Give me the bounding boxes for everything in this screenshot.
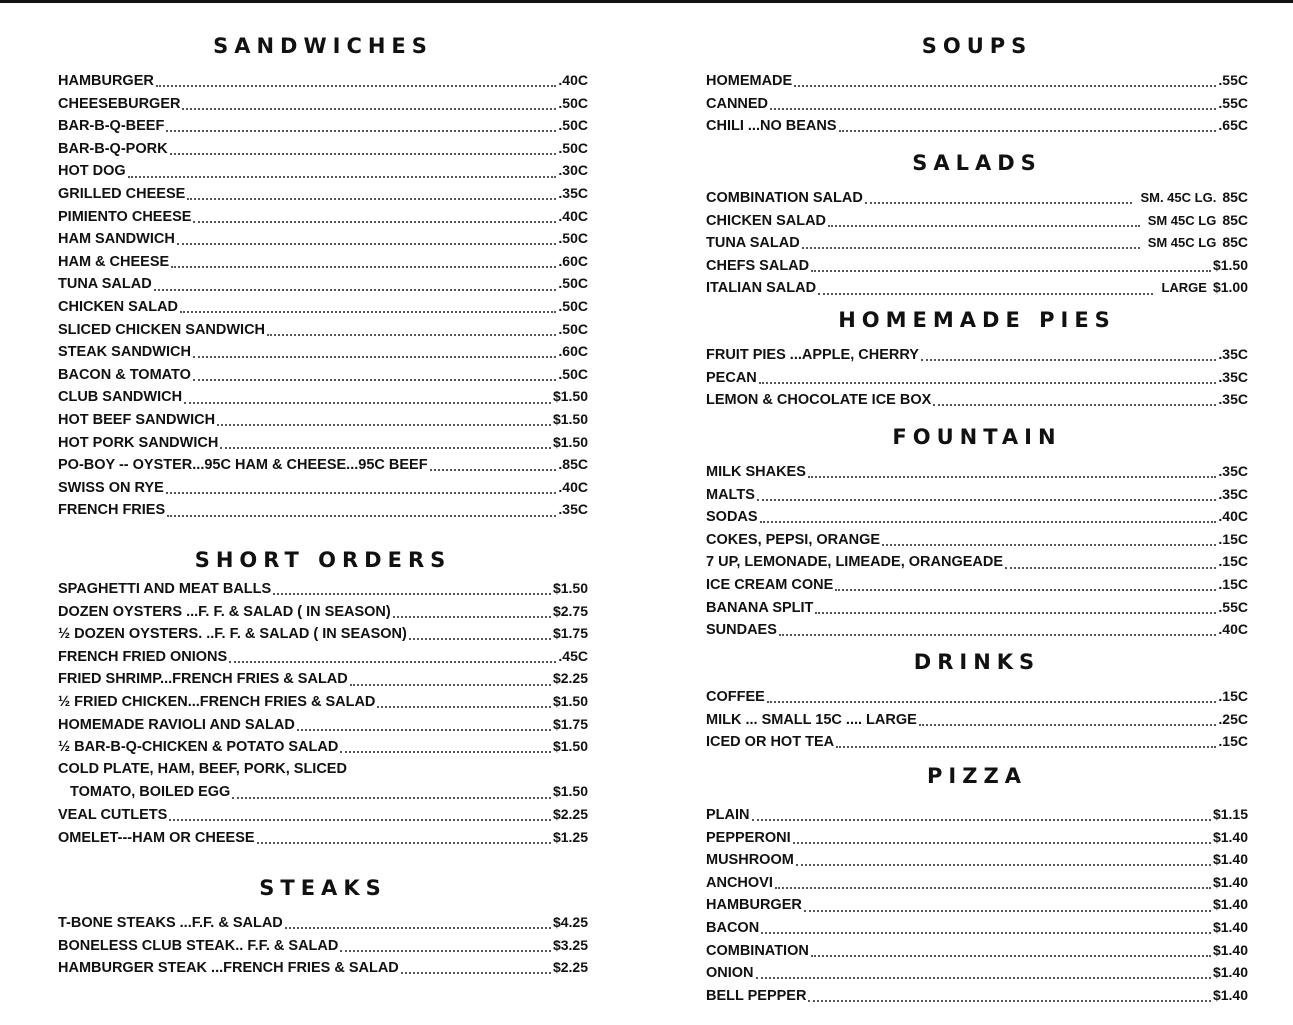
menu-item-price: .15C — [1218, 530, 1248, 547]
menu-item-price: .15C — [1218, 553, 1248, 570]
section-steaks — [58, 872, 588, 982]
menu-item — [706, 189, 1248, 212]
menu-item-name: T-BONE STEAKS ...F.F. & SALAD — [58, 915, 283, 931]
leader-dots — [933, 404, 1216, 406]
section-title-soups: SOUPS — [921, 34, 1033, 58]
leader-dots — [815, 612, 1216, 614]
right-column — [706, 30, 1248, 1010]
menu-item-name: HAM & CHEESE — [58, 253, 170, 270]
menu-item-name: ½ FRIED CHICKEN...FRENCH FRIES & SALAD — [58, 693, 376, 710]
menu-item-name: ICE CREAM CONE — [706, 576, 834, 593]
menu-item-price: .55C — [1218, 72, 1248, 88]
leader-dots — [285, 927, 551, 929]
menu-item — [58, 693, 588, 716]
menu-item-name: HAMBURGER STEAK ...FRENCH FRIES & SALAD — [58, 960, 399, 977]
leader-dots — [761, 932, 1211, 934]
leader-dots — [267, 334, 556, 336]
menu-item-name: HOMEMADE RAVIOLI AND SALAD — [58, 716, 295, 733]
menu-item — [58, 140, 588, 163]
leader-dots — [273, 593, 551, 595]
leader-dots — [1005, 567, 1216, 569]
menu-item-name: HOMEMADE — [706, 73, 793, 89]
menu-item — [58, 456, 588, 479]
menu-item — [58, 806, 588, 829]
leader-dots — [193, 221, 556, 223]
menu-item-price: $1.40 — [1212, 918, 1248, 935]
menu-item — [706, 531, 1248, 554]
menu-item — [706, 733, 1248, 756]
menu-item-name: BELL PEPPER — [706, 987, 807, 1004]
menu-item — [706, 599, 1248, 622]
leader-dots — [779, 634, 1217, 636]
menu-item — [706, 553, 1248, 576]
leader-dots — [882, 544, 1216, 546]
menu-item — [706, 851, 1248, 874]
menu-item-price: 85C — [1222, 211, 1248, 228]
menu-item-name: TOMATO, BOILED EGG — [70, 784, 231, 801]
leader-dots — [409, 638, 551, 640]
leader-dots — [177, 243, 557, 245]
section-title-short-orders: SHORT ORDERS — [194, 548, 452, 572]
menu-item-name: ANCHOVI — [706, 874, 773, 891]
menu-item-price: .35C — [1218, 485, 1248, 502]
leader-dots — [759, 382, 1217, 384]
menu-item-name: COMBINATION SALAD — [706, 190, 863, 206]
menu-item-name: BANANA SPLIT — [706, 599, 814, 616]
menu-item-price: $1.40 — [1212, 941, 1248, 958]
menu-item-name: HOT DOG — [58, 163, 126, 180]
menu-item-price: .30C — [558, 162, 588, 179]
menu-item-name: HAM SANDWICH — [58, 231, 175, 248]
menu-item-name: GRILLED CHEESE — [58, 185, 186, 202]
menu-item-price: .25C — [1218, 710, 1248, 727]
leader-dots — [340, 751, 551, 753]
leader-dots — [796, 864, 1211, 866]
menu-item — [58, 275, 588, 298]
leader-dots — [229, 661, 556, 663]
menu-item — [58, 914, 588, 937]
menu-item-price: .50C — [558, 297, 588, 314]
leader-dots — [257, 842, 551, 844]
menu-item-name: FRIED SHRIMP...FRENCH FRIES & SALAD — [58, 671, 348, 688]
menu-item — [706, 508, 1248, 531]
menu-item-price: $1.40 — [1212, 986, 1248, 1003]
menu-item — [58, 501, 588, 524]
menu-item — [58, 738, 588, 761]
leader-dots — [839, 130, 1217, 132]
menu-item — [706, 279, 1248, 302]
leader-dots — [802, 247, 1140, 249]
leader-dots — [180, 311, 556, 313]
leader-dots — [154, 289, 557, 291]
menu-item — [706, 72, 1248, 95]
section-sandwiches — [58, 30, 588, 524]
menu-item-price: $3.25 — [552, 936, 588, 953]
menu-item-name: COFFEE — [706, 689, 765, 705]
menu-item — [58, 230, 588, 253]
leader-dots — [166, 130, 556, 132]
menu-item-name: CANNED — [706, 95, 769, 112]
menu-item-price: 85C — [1222, 189, 1248, 205]
section-salads — [706, 147, 1248, 302]
leader-dots — [794, 85, 1216, 87]
menu-item-name: SODAS — [706, 509, 758, 526]
leader-dots — [770, 108, 1216, 110]
menu-item — [58, 670, 588, 693]
leader-dots — [340, 950, 551, 952]
menu-item-price: 85C — [1222, 234, 1248, 251]
menu-item — [706, 688, 1248, 711]
leader-dots — [401, 972, 551, 974]
section-pizza — [706, 760, 1248, 1009]
leader-dots — [775, 887, 1211, 889]
section-title-drinks: DRINKS — [913, 650, 1041, 674]
menu-item-name: ONION — [706, 965, 754, 982]
menu-item-name: FRUIT PIES ...APPLE, CHERRY — [706, 347, 919, 363]
leader-dots — [752, 819, 1211, 821]
section-title-steaks: STEAKS — [259, 876, 387, 900]
menu-item — [58, 321, 588, 344]
leader-dots — [297, 729, 551, 731]
menu-item-name: ½ BAR-B-Q-CHICKEN & POTATO SALAD — [58, 739, 339, 756]
menu-item-price: $1.40 — [1212, 828, 1248, 845]
menu-item-price: $1.75 — [552, 625, 588, 642]
menu-item-name: SWISS ON RYE — [58, 479, 164, 496]
menu-item-name: CHEFS SALAD — [706, 257, 810, 274]
section-fountain — [706, 421, 1248, 644]
menu-item-price: .15C — [1218, 688, 1248, 704]
menu-item-name: ITALIAN SALAD — [706, 280, 817, 297]
menu-item-name: MALTS — [706, 486, 755, 503]
menu-item-name: FRENCH FRIED ONIONS — [58, 648, 228, 665]
menu-item — [706, 919, 1248, 942]
menu-item — [706, 486, 1248, 509]
menu-item — [58, 603, 588, 626]
menu-item-price: .15C — [1218, 575, 1248, 592]
menu-item-name: FRENCH FRIES — [58, 502, 166, 519]
leader-dots — [756, 977, 1211, 979]
menu-item-name: PEPPERONI — [706, 829, 791, 846]
menu-item-size: SM 45C LG — [1147, 212, 1217, 228]
leader-dots — [220, 447, 551, 449]
leader-dots — [811, 955, 1211, 957]
menu-item-price: .40C — [1218, 508, 1248, 525]
menu-item-name: BAR-B-Q-BEEF — [58, 118, 165, 135]
menu-item-name: OMELET---HAM OR CHEESE — [58, 829, 255, 846]
menu-item — [706, 391, 1248, 414]
menu-item-price: $1.50 — [1212, 256, 1248, 273]
menu-item — [706, 257, 1248, 280]
menu-item — [58, 366, 588, 389]
menu-item-price: $2.25 — [552, 670, 588, 687]
menu-item-price: $1.50 — [552, 410, 588, 427]
menu-item-size: SM 45C LG — [1147, 235, 1217, 251]
menu-item — [706, 987, 1248, 1010]
menu-item — [706, 576, 1248, 599]
menu-item — [706, 874, 1248, 897]
leader-dots — [760, 521, 1217, 523]
menu-item-price: .50C — [558, 320, 588, 337]
leader-dots — [232, 797, 551, 799]
menu-item — [706, 806, 1248, 829]
section-soups — [706, 30, 1248, 140]
leader-dots — [919, 724, 1217, 726]
menu-item — [706, 621, 1248, 644]
leader-dots — [828, 225, 1140, 227]
section-title-sandwiches: SANDWICHES — [213, 34, 433, 58]
menu-item — [58, 479, 588, 502]
menu-item-name: TUNA SALAD — [706, 235, 800, 252]
menu-item — [706, 711, 1248, 734]
menu-item-size: LARGE — [1161, 280, 1207, 296]
menu-item-price: .40C — [558, 72, 588, 88]
section-title-fountain: FOUNTAIN — [892, 425, 1062, 449]
menu-item-price: .35C — [558, 184, 588, 201]
menu-item — [58, 298, 588, 321]
menu-item — [58, 185, 588, 208]
leader-dots — [187, 198, 556, 200]
menu-item-name: COMBINATION — [706, 942, 809, 959]
menu-item-name: CHICKEN SALAD — [706, 212, 827, 229]
menu-item-name: MILK ... SMALL 15C .... LARGE — [706, 711, 917, 728]
menu-item-price: .45C — [558, 647, 588, 664]
menu-item-price: .15C — [1218, 733, 1248, 750]
menu-item-name: CHICKEN SALAD — [58, 298, 179, 315]
menu-item-price: .60C — [558, 252, 588, 269]
menu-item-price: .85C — [558, 456, 588, 473]
leader-dots — [350, 684, 551, 686]
menu-item — [58, 625, 588, 648]
menu-item-name: LEMON & CHOCOLATE ICE BOX — [706, 392, 932, 409]
menu-item — [58, 162, 588, 185]
leader-dots — [128, 176, 557, 178]
menu-item — [706, 117, 1248, 140]
leader-dots — [393, 616, 551, 618]
section-title-pizza: PIZZA — [927, 764, 1027, 788]
leader-dots — [171, 266, 556, 268]
menu-item-name: PECAN — [706, 369, 757, 386]
leader-dots — [182, 108, 556, 110]
menu-item — [706, 463, 1248, 486]
section-title-salads: SALADS — [912, 151, 1042, 175]
menu-item-price: .55C — [1218, 94, 1248, 111]
menu-item-name: DOZEN OYSTERS ...F. F. & SALAD ( IN SEASON) — [58, 603, 391, 620]
menu-item-price: $1.50 — [552, 388, 588, 405]
menu-item-name: HOT PORK SANDWICH — [58, 434, 219, 451]
menu-item — [706, 95, 1248, 118]
menu-item — [58, 761, 588, 784]
menu-item-price: .35C — [1218, 346, 1248, 362]
leader-dots — [170, 153, 557, 155]
menu-item-price: $1.40 — [1212, 964, 1248, 981]
leader-dots — [767, 701, 1217, 703]
menu-item-price: .50C — [558, 117, 588, 134]
menu-item-name: SLICED CHICKEN SANDWICH — [58, 321, 266, 338]
menu-item-name: HAMBURGER — [706, 897, 802, 914]
menu-item-price: $4.25 — [552, 914, 588, 930]
menu-item-name: BONELESS CLUB STEAK.. F.F. & SALAD — [58, 937, 339, 954]
leader-dots — [804, 910, 1211, 912]
menu-item — [58, 783, 588, 806]
menu-item-name: SPAGHETTI AND MEAT BALLS — [58, 581, 272, 597]
menu-item-price: .35C — [1218, 391, 1248, 408]
leader-dots — [193, 356, 557, 358]
page-top-rule — [0, 0, 1293, 3]
menu-item-name: ICED OR HOT TEA — [706, 734, 835, 751]
menu-item — [58, 716, 588, 739]
leader-dots — [184, 402, 551, 404]
menu-item-price: $1.50 — [552, 783, 588, 800]
menu-item — [706, 896, 1248, 919]
menu-item-price: $1.15 — [1212, 806, 1248, 822]
menu-item-price: $1.50 — [552, 738, 588, 755]
menu-item-name: PLAIN — [706, 807, 750, 823]
leader-dots — [193, 379, 557, 381]
leader-dots — [156, 85, 557, 87]
menu-item-name: SUNDAES — [706, 622, 777, 639]
menu-item — [58, 208, 588, 231]
menu-item — [706, 369, 1248, 392]
menu-item-price: .50C — [558, 230, 588, 247]
menu-item-price: .50C — [558, 139, 588, 156]
menu-item-size: SM. 45C LG. — [1140, 190, 1217, 205]
menu-item-price: $2.25 — [552, 805, 588, 822]
section-short-orders — [58, 544, 588, 851]
leader-dots — [169, 819, 551, 821]
menu-item-price: .40C — [558, 478, 588, 495]
menu-item-name: STEAK SANDWICH — [58, 344, 191, 361]
menu-item-price: .35C — [1218, 463, 1248, 479]
leader-dots — [808, 476, 1217, 478]
section-title-pies: HOMEMADE PIES — [838, 308, 1116, 332]
menu-item-price: .35C — [1218, 368, 1248, 385]
leader-dots — [793, 842, 1211, 844]
menu-item — [58, 648, 588, 671]
menu-item-price: .35C — [558, 501, 588, 518]
menu-item-price: $2.75 — [552, 602, 588, 619]
menu-item-price: $2.25 — [552, 959, 588, 976]
menu-item — [706, 346, 1248, 369]
menu-item-price: $1.50 — [552, 692, 588, 709]
menu-item-price: .40C — [1218, 621, 1248, 638]
menu-item-price: $1.40 — [1212, 851, 1248, 868]
menu-item — [58, 959, 588, 982]
menu-item — [706, 234, 1248, 257]
leader-dots — [835, 589, 1216, 591]
menu-item-price: .65C — [1218, 117, 1248, 134]
leader-dots — [166, 492, 557, 494]
menu-item-price: .55C — [1218, 598, 1248, 615]
menu-item — [58, 117, 588, 140]
menu-item-name: CHEESEBURGER — [58, 95, 181, 112]
menu-item-name: COKES, PEPSI, ORANGE — [706, 531, 881, 548]
section-drinks — [706, 646, 1248, 756]
leader-dots — [818, 293, 1153, 295]
menu-item-price: $1.40 — [1212, 896, 1248, 913]
menu-item-name: COLD PLATE, HAM, BEEF, PORK, SLICED — [58, 760, 347, 777]
leader-dots — [757, 499, 1217, 501]
menu-item-price: .40C — [558, 207, 588, 224]
menu-item — [706, 964, 1248, 987]
menu-item — [58, 411, 588, 434]
menu-item-name: 7 UP, LEMONADE, LIMEADE, ORANGEADE — [706, 554, 1004, 571]
leader-dots — [811, 270, 1211, 272]
menu-item-name: BACON — [706, 919, 760, 936]
menu-item-name: HOT BEEF SANDWICH — [58, 411, 216, 428]
menu-item-name: VEAL CUTLETS — [58, 806, 168, 823]
menu-item-name: CHILI ...NO BEANS — [706, 118, 837, 135]
leader-dots — [167, 515, 556, 517]
menu-item — [58, 72, 588, 95]
menu-item-price: .50C — [558, 365, 588, 382]
leader-dots — [377, 706, 551, 708]
menu-item — [58, 253, 588, 276]
menu-item-name: HAMBURGER — [58, 73, 154, 89]
menu-item — [706, 212, 1248, 235]
menu-item-name: PIMIENTO CHEESE — [58, 208, 192, 225]
menu-item — [58, 829, 588, 852]
menu-item-price: $1.75 — [552, 715, 588, 732]
menu-item-price: $1.00 — [1212, 279, 1248, 296]
leader-dots — [430, 469, 557, 471]
menu-item — [58, 434, 588, 457]
left-column — [58, 30, 588, 1010]
menu-item — [58, 937, 588, 960]
section-pies — [706, 304, 1248, 414]
menu-item-price: .60C — [558, 343, 588, 360]
leader-dots — [921, 359, 1216, 361]
menu-item-price: $1.50 — [552, 433, 588, 450]
leader-dots — [217, 424, 551, 426]
menu-item — [58, 388, 588, 411]
menu-item-name: CLUB SANDWICH — [58, 389, 183, 406]
menu-item-name: MUSHROOM — [706, 852, 794, 869]
menu-item-name: TUNA SALAD — [58, 276, 152, 293]
menu-item-price: $1.50 — [552, 580, 588, 596]
menu-item-price: $1.40 — [1212, 873, 1248, 890]
menu-item-price: $1.25 — [552, 828, 588, 845]
menu-item — [58, 343, 588, 366]
leader-dots — [836, 746, 1216, 748]
menu-item-name: BAR-B-Q-PORK — [58, 140, 168, 157]
menu-item-price: .50C — [558, 94, 588, 111]
menu-item-name: MILK SHAKES — [706, 464, 806, 480]
menu-item — [706, 829, 1248, 852]
menu-item — [58, 580, 588, 603]
menu-item — [58, 95, 588, 118]
menu-item-name: BACON & TOMATO — [58, 366, 191, 383]
menu-item-name: PO-BOY -- OYSTER...95C HAM & CHEESE...95C BEEF — [58, 457, 428, 474]
menu-item-price: .50C — [558, 275, 588, 292]
menu-item-name: ½ DOZEN OYSTERS. ..F. F. & SALAD ( IN SEASON) — [58, 626, 407, 643]
leader-dots — [865, 202, 1133, 204]
menu-item — [706, 942, 1248, 965]
leader-dots — [808, 1000, 1211, 1002]
